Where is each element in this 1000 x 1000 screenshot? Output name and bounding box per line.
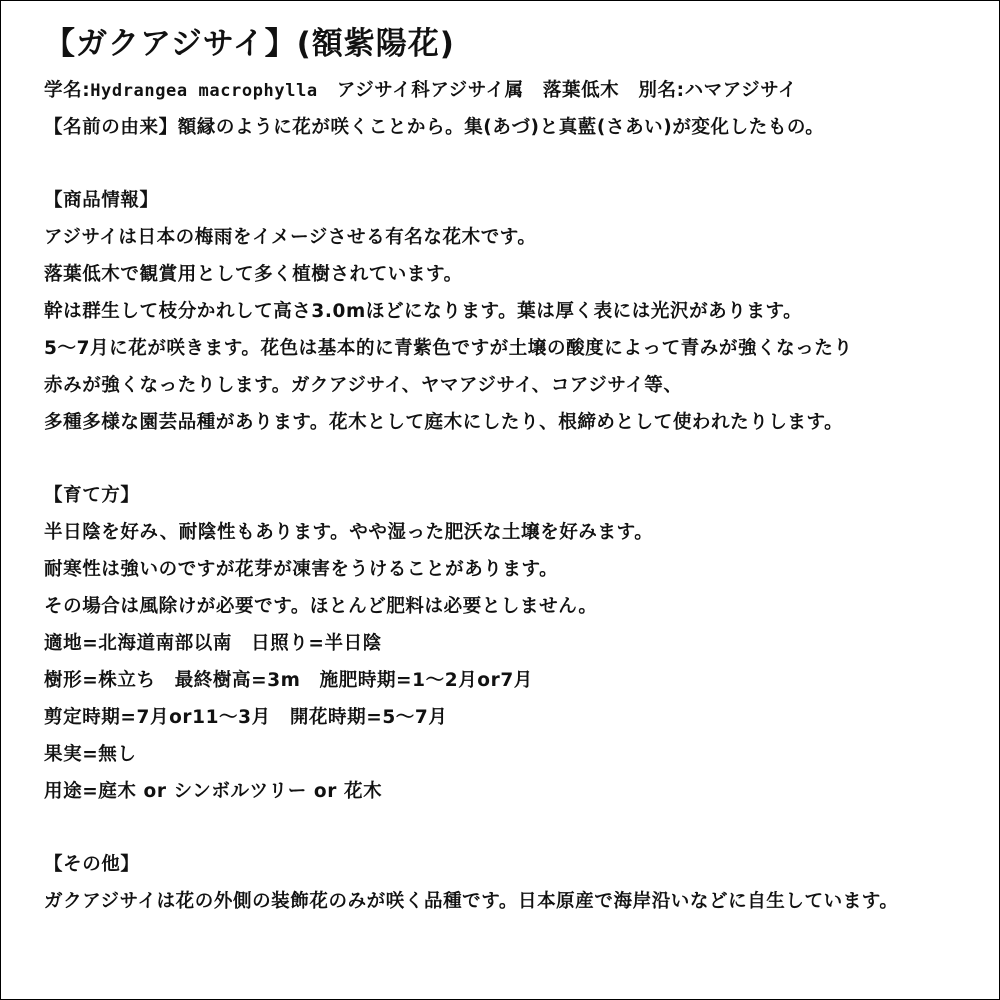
scientific-name: Hydrangea macrophylla	[90, 81, 318, 101]
care-line: 半日陰を好み、耐陰性もあります。やや湿った肥沃な土壌を好みます。	[44, 522, 654, 543]
care-line: その場合は風除けが必要です。ほとんど肥料は必要としません。	[44, 596, 598, 617]
care-line: 適地=北海道南部以南 日照り=半日陰	[44, 633, 382, 654]
care-line: 樹形=株立ち 最終樹高=3m 施肥時期=1～2月or7月	[44, 670, 533, 691]
document-body	[44, 16, 994, 920]
product-info-line: 幹は群生して枝分かれして高さ3.0mほどになります。葉は厚く表には光沢があります。	[44, 301, 803, 322]
scientific-name-prefix: 学名:	[44, 80, 91, 101]
care-line: 剪定時期=7月or11～3月 開花時期=5～7月	[44, 707, 448, 728]
product-info-line: 5～7月に花が咲きます。花色は基本的に青紫色ですが土壌の酸度によって青みが強くなったり	[44, 338, 853, 359]
care-line: 耐寒性は強いのですが花芽が凍害をうけることがあります。	[44, 559, 559, 580]
page-title: 【ガクアジサイ】(額紫陽花)	[44, 26, 455, 62]
scientific-name-line	[44, 72, 994, 109]
product-info-heading: 【商品情報】	[44, 190, 159, 211]
other-line: ガクアジサイは花の外側の装飾花のみが咲く品種です。日本原産で海岸沿いなどに自生しています。	[44, 891, 899, 912]
care-heading: 【育て方】	[44, 485, 140, 506]
product-info-line: 落葉低木で観賞用として多く植樹されています。	[44, 264, 463, 285]
section-gap	[44, 810, 994, 846]
product-info-line: 赤みが強くなったりします。ガクアジサイ、ヤマアジサイ、コアジサイ等、	[44, 375, 683, 396]
other-heading: 【その他】	[44, 854, 140, 875]
care-line: 用途=庭木 or シンボルツリー or 花木	[44, 781, 383, 802]
section-gap	[44, 146, 994, 182]
family-and-alias: アジサイ科アジサイ属 落葉低木 別名:ハマアジサイ	[317, 80, 798, 101]
product-info-line: アジサイは日本の梅雨をイメージさせる有名な花木です。	[44, 227, 537, 248]
care-line: 果実=無し	[44, 744, 137, 765]
product-info-line: 多種多様な園芸品種があります。花木として庭木にしたり、根締めとして使われたりします。	[44, 412, 844, 433]
name-origin-line: 【名前の由来】額縁のように花が咲くことから。集(あづ)と真藍(さあい)が変化したもの。	[44, 117, 825, 138]
section-gap	[44, 441, 994, 477]
